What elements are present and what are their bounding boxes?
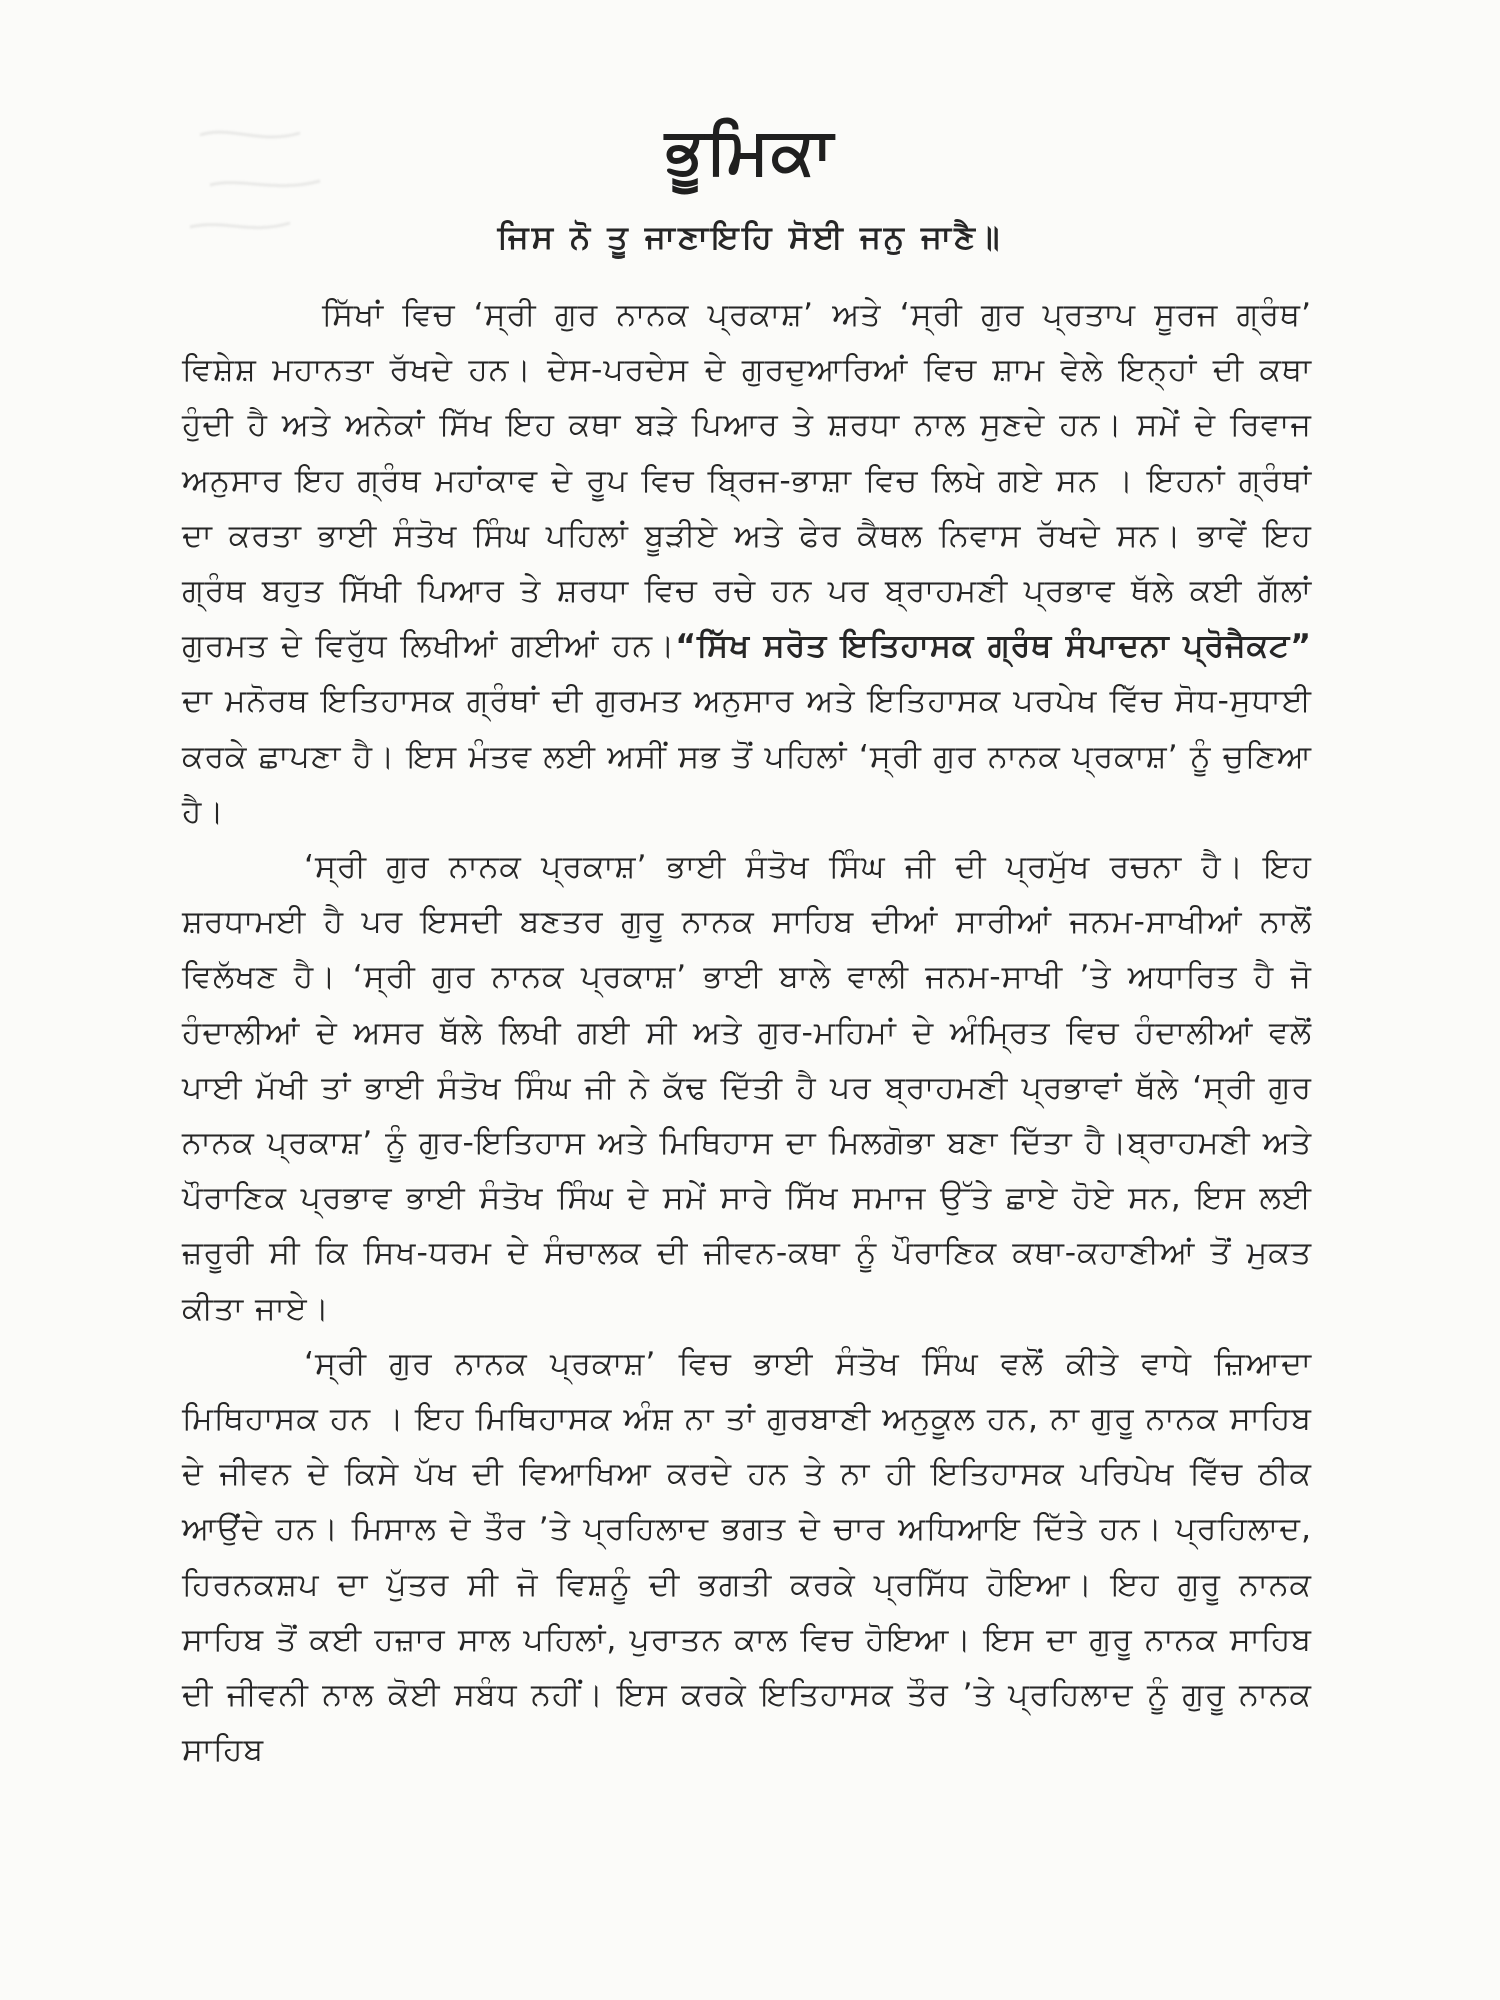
body-text (182, 288, 1312, 1778)
paragraph-1-text: ਸਿੱਖਾਂ ਵਿਚ ‘ਸ੍ਰੀ ਗੁਰ ਨਾਨਕ ਪ੍ਰਕਾਸ਼’ ਅਤੇ ‘ਸ੍ਰੀ ਗੁਰ ਪ੍ਰਤਾਪ ਸੂਰਜ ਗ੍ਰੰਥ’ ਵਿਸ਼ੇਸ਼ ਮਹਾਨਤਾ ਰੱਖਦੇ ਹਨ। ਦੇਸ-ਪਰਦੇਸ ਦੇ ਗੁਰਦੁਆਰਿਆਂ ਵਿਚ ਸ਼ਾਮ ਵੇਲੇ ਇਨ੍ਹਾਂ ਦੀ ਕਥਾ ਹੁੰਦੀ ਹੈ ਅਤੇ ਅਨੇਕਾਂ ਸਿੱਖ ਇਹ ਕਥਾ ਬੜੇ ਪਿਆਰ ਤੇ ਸ਼ਰਧਾ ਨਾਲ ਸੁਣਦੇ ਹਨ। ਸਮੇਂ ਦੇ ਰਿਵਾਜ ਅਨੁਸਾਰ ਇਹ ਗ੍ਰੰਥ ਮਹਾਂਕਾਵ ਦੇ ਰੂਪ ਵਿਚ ਬ੍ਰਿਜ-ਭਾਸ਼ਾ ਵਿਚ ਲਿਖੇ ਗਏ ਸਨ । ਇਹਨਾਂ ਗ੍ਰੰਥਾਂ ਦਾ ਕਰਤਾ ਭਾਈ ਸੰਤੋਖ ਸਿੰਘ ਪਹਿਲਾਂ ਬੂੜੀਏ ਅਤੇ ਫੇਰ ਕੈਥਲ ਨਿਵਾਸ ਰੱਖਦੇ ਸਨ। ਭਾਵੇਂ ਇਹ ਗ੍ਰੰਥ ਬਹੁਤ ਸਿੱਖੀ ਪਿਆਰ ਤੇ ਸ਼ਰਧਾ ਵਿਚ ਰਚੇ ਹਨ ਪਰ ਬ੍ਰਾਹਮਣੀ ਪ੍ਰਭਾਵ ਥੱਲੇ ਕਈ ਗੱਲਾਂ ਗੁਰਮਤ ਦੇ ਵਿਰੁੱਧ ਲਿਖੀਆਂ ਗਈਆਂ ਹਨ। (182, 297, 1312, 665)
epigraph-verse: ਜਿਸ ਨੋ ਤੂ ਜਾਣਾਇਹਿ ਸੋਈ ਜਨੁ ਜਾਣੈ॥ (497, 218, 1003, 256)
paragraph-1 (182, 288, 1312, 840)
page-title: ਭੂਮਿਕਾ (665, 114, 835, 189)
paragraph-1-text-continued: ਦਾ ਮਨੋਰਥ ਇਤਿਹਾਸਕ ਗ੍ਰੰਥਾਂ ਦੀ ਗੁਰਮਤ ਅਨੁਸਾਰ ਅਤੇ ਇਤਿਹਾਸਕ ਪਰਪੇਖ ਵਿੱਚ ਸੋਧ-ਸੁਧਾਈ ਕਰਕੇ ਛਾਪਣਾ ਹੈ। ਇਸ ਮੰਤਵ ਲਈ ਅਸੀਂ ਸਭ ਤੋਂ ਪਹਿਲਾਂ ‘ਸ੍ਰੀ ਗੁਰ ਨਾਨਕ ਪ੍ਰਕਾਸ਼’ ਨੂੰ ਚੁਣਿਆ ਹੈ। (182, 683, 1312, 830)
project-name-bold: “ਸਿੱਖ ਸਰੋਤ ਇਤਿਹਾਸਕ ਗ੍ਰੰਥ ਸੰਪਾਦਨਾ ਪ੍ਰੋਜੈਕਟ” (675, 628, 1312, 665)
paragraph-2: ‘ਸ੍ਰੀ ਗੁਰ ਨਾਨਕ ਪ੍ਰਕਾਸ਼’ ਭਾਈ ਸੰਤੋਖ ਸਿੰਘ ਜੀ ਦੀ ਪ੍ਰਮੁੱਖ ਰਚਨਾ ਹੈ। ਇਹ ਸ਼ਰਧਾਮਈ ਹੈ ਪਰ ਇਸਦੀ ਬਣਤਰ ਗੁਰੂ ਨਾਨਕ ਸਾਹਿਬ ਦੀਆਂ ਸਾਰੀਆਂ ਜਨਮ-ਸਾਖੀਆਂ ਨਾਲੋਂ ਵਿਲੱਖਣ ਹੈ। ‘ਸ੍ਰੀ ਗੁਰ ਨਾਨਕ ਪ੍ਰਕਾਸ਼’ ਭਾਈ ਬਾਲੇ ਵਾਲੀ ਜਨਮ-ਸਾਖੀ ’ਤੇ ਅਧਾਰਿਤ ਹੈ ਜੋ ਹੰਦਾਲੀਆਂ ਦੇ ਅਸਰ ਥੱਲੇ ਲਿਖੀ ਗਈ ਸੀ ਅਤੇ ਗੁਰ-ਮਹਿਮਾਂ ਦੇ ਅੰਮ੍ਰਿਤ ਵਿਚ ਹੰਦਾਲੀਆਂ ਵਲੋਂ ਪਾਈ ਮੱਖੀ ਤਾਂ ਭਾਈ ਸੰਤੋਖ ਸਿੰਘ ਜੀ ਨੇ ਕੱਢ ਦਿੱਤੀ ਹੈ ਪਰ ਬ੍ਰਾਹਮਣੀ ਪ੍ਰਭਾਵਾਂ ਥੱਲੇ ‘ਸ੍ਰੀ ਗੁਰ ਨਾਨਕ ਪ੍ਰਕਾਸ਼’ ਨੂੰ ਗੁਰ-ਇਤਿਹਾਸ ਅਤੇ ਮਿਥਿਹਾਸ ਦਾ ਮਿਲਗੋਭਾ ਬਣਾ ਦਿੱਤਾ ਹੈ।ਬ੍ਰਾਹਮਣੀ ਅਤੇ ਪੌਰਾਣਿਕ ਪ੍ਰਭਾਵ ਭਾਈ ਸੰਤੋਖ ਸਿੰਘ ਦੇ ਸਮੇਂ ਸਾਰੇ ਸਿੱਖ ਸਮਾਜ ਉੱਤੇ ਛਾਏ ਹੋਏ ਸਨ, ਇਸ ਲਈ ਜ਼ਰੂਰੀ ਸੀ ਕਿ ਸਿਖ-ਧਰਮ ਦੇ ਸੰਚਾਲਕ ਦੀ ਜੀਵਨ-ਕਥਾ ਨੂੰ ਪੌਰਾਣਿਕ ਕਥਾ-ਕਹਾਣੀਆਂ ਤੋਂ ਮੁਕਤ ਕੀਤਾ ਜਾਏ। (182, 849, 1312, 1327)
paragraph-3: ‘ਸ੍ਰੀ ਗੁਰ ਨਾਨਕ ਪ੍ਰਕਾਸ਼’ ਵਿਚ ਭਾਈ ਸੰਤੋਖ ਸਿੰਘ ਵਲੋਂ ਕੀਤੇ ਵਾਧੇ ਜ਼ਿਆਦਾ ਮਿਥਿਹਾਸਕ ਹਨ । ਇਹ ਮਿਥਿਹਾਸਕ ਅੰਸ਼ ਨਾ ਤਾਂ ਗੁਰਬਾਣੀ ਅਨੁਕੂਲ ਹਨ, ਨਾ ਗੁਰੂ ਨਾਨਕ ਸਾਹਿਬ ਦੇ ਜੀਵਨ ਦੇ ਕਿਸੇ ਪੱਖ ਦੀ ਵਿਆਖਿਆ ਕਰਦੇ ਹਨ ਤੇ ਨਾ ਹੀ ਇਤਿਹਾਸਕ ਪਰਿਪੇਖ ਵਿੱਚ ਠੀਕ ਆਉਂਦੇ ਹਨ। ਮਿਸਾਲ ਦੇ ਤੌਰ ’ਤੇ ਪ੍ਰਹਿਲਾਦ ਭਗਤ ਦੇ ਚਾਰ ਅਧਿਆਇ ਦਿੱਤੇ ਹਨ। ਪ੍ਰਹਿਲਾਦ, ਹਿਰਨਕਸ਼ਪ ਦਾ ਪੁੱਤਰ ਸੀ ਜੋ ਵਿਸ਼ਨੂੰ ਦੀ ਭਗਤੀ ਕਰਕੇ ਪ੍ਰਸਿੱਧ ਹੋਇਆ। ਇਹ ਗੁਰੂ ਨਾਨਕ ਸਾਹਿਬ ਤੋਂ ਕਈ ਹਜ਼ਾਰ ਸਾਲ ਪਹਿਲਾਂ, ਪੁਰਾਤਨ ਕਾਲ ਵਿਚ ਹੋਇਆ। ਇਸ ਦਾ ਗੁਰੂ ਨਾਨਕ ਸਾਹਿਬ ਦੀ ਜੀਵਨੀ ਨਾਲ ਕੋਈ ਸਬੰਧ ਨਹੀਂ। ਇਸ ਕਰਕੇ ਇਤਿਹਾਸਕ ਤੌਰ ’ਤੇ ਪ੍ਰਹਿਲਾਦ ਨੂੰ ਗੁਰੂ ਨਾਨਕ ਸਾਹਿਬ (182, 1345, 1312, 1769)
